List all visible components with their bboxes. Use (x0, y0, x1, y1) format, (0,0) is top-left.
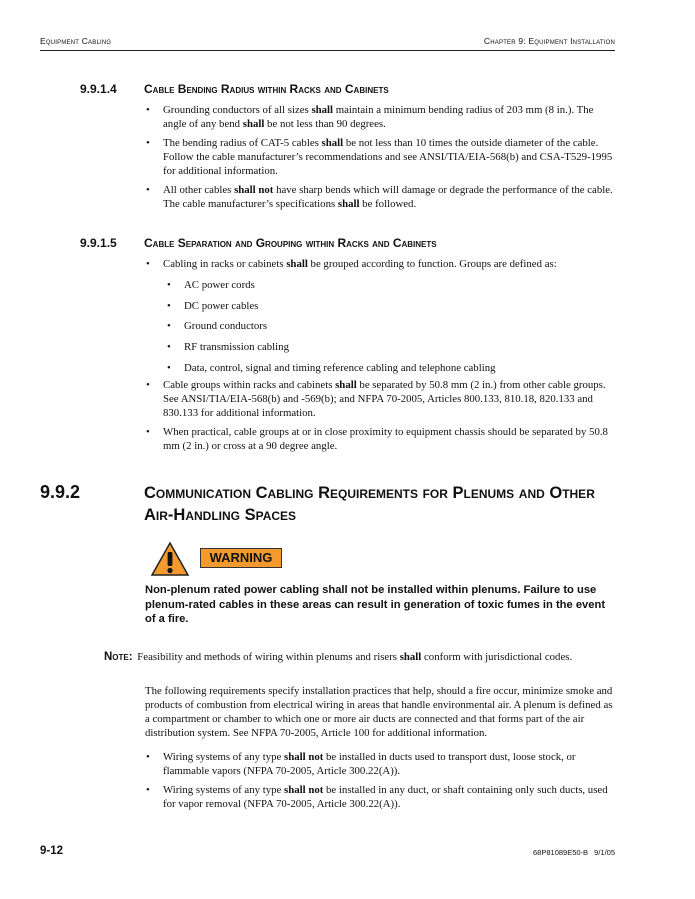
bullet-list-9915 (146, 257, 615, 278)
list-item (146, 183, 615, 211)
emphasis: shall (335, 379, 357, 391)
warning-callout (150, 541, 280, 577)
text-run: Feasibility and methods of wiring within plenums and risers (137, 651, 400, 663)
page-number: 9-12 (40, 845, 64, 857)
document-id: 68P81089E50-B 9/1/05 (533, 848, 615, 857)
section-number: 9.9.2 (40, 482, 81, 502)
emphasis: shall (286, 258, 308, 270)
warning-text: Non-plenum rated power cabling shall not be installed within plenums. Failure to use plenum-rated cables in these areas can result in generation of toxic fumes in the event of a fire. (145, 584, 606, 625)
text-run: maintain a minimum bending radius of 203 mm (8 in.). The angle of any bend (163, 104, 594, 130)
bullet-icon: • (146, 258, 150, 270)
text-run: be not less than 10 times the outside diameter of the cable. Follow the cable manufacturer’s recommendations and see ANSI/TIA/EIA-568(b) and CSA-T529-1995 for additional information. (163, 137, 613, 177)
emphasis: shall (242, 118, 265, 130)
text-run: have sharp bends which will damage or degrade the performance of the cable. The cable manufacturer’s specifications (163, 184, 613, 210)
bullet-icon: • (167, 361, 171, 374)
text-run: DC power cables (184, 299, 259, 312)
list-item (167, 361, 614, 375)
running-header-right: Chapter 9: Equipment Installation (483, 36, 615, 46)
list-item (167, 278, 614, 292)
note (104, 650, 624, 664)
list-item (146, 378, 615, 420)
group-list (167, 278, 614, 375)
header-rule (40, 50, 615, 51)
section-title: Cable Separation and Grouping within Racks and Cabinets (144, 236, 437, 250)
list-item (146, 257, 615, 271)
emphasis: shall not (284, 784, 324, 796)
warning-label: WARNING (200, 548, 282, 568)
text-run: conform with jurisdictional codes. (421, 651, 573, 663)
list-item (167, 340, 614, 354)
text-run: be installed in any duct, or shaft containing only such ducts, used for vapor removal (NFPA 70-2005, Article 300.22(A)). (163, 784, 608, 810)
text-run: The bending radius of CAT-5 cables (163, 137, 322, 149)
text-run: be installed in ducts used to transport dust, loose stock, or flammable vapors (NFPA 70-2005, Article 300.22(A)). (163, 751, 576, 777)
bullet-list-9914 (146, 103, 615, 211)
text-run: All other cables (163, 184, 235, 196)
bullet-icon: • (146, 104, 150, 116)
bullet-icon: • (146, 379, 150, 391)
list-item (146, 425, 615, 453)
list-item (146, 750, 615, 778)
emphasis: shall (337, 198, 360, 210)
text-run: Grounding conductors of all sizes (163, 104, 312, 116)
bullet-icon: • (167, 279, 171, 291)
text-run: be separated by 50.8 mm (2 in.) from other cable groups. See ANSI/TIA/EIA-568(b) and -569(b); and NFPA 70-2005, Articles 800.133, 810.18, 820.133 and 830.133 for additional information. (163, 379, 606, 419)
section-title: Communication Cabling Requirements for Plenums and Other Air-Handling Spaces (144, 484, 595, 524)
section-number: 9.9.1.4 (80, 82, 117, 96)
section-number: 9.9.1.5 (80, 236, 117, 250)
emphasis: shall not (284, 751, 324, 763)
bullet-icon: • (146, 184, 150, 196)
bullet-list-9915-b (146, 378, 615, 453)
text-run: Wiring systems of any type (163, 751, 285, 763)
text-run: Cable groups within racks and cabinets (163, 379, 336, 391)
bullet-icon: • (167, 341, 171, 354)
text-run: Data, control, signal and timing reference cabling and telephone cabling (184, 361, 496, 374)
note-label: Note: (104, 651, 133, 663)
bullet-icon: • (167, 320, 171, 333)
bullet-icon: • (146, 426, 150, 438)
body-paragraph: The following requirements specify installation practices that help, should a fire occur, minimize smoke and products of combustion from electrical wiring in areas that handle environmental air. A plenum is defined as a compartment or chamber to which one or more air ducts are connected and that forms part of the air distribution system. See NFPA 70-2005, Article 100 for additional information. (145, 685, 613, 739)
text-run: Ground conductors (184, 320, 268, 333)
text-run: be not less than 90 degrees. (264, 118, 386, 130)
text-run: RF transmission cabling (184, 341, 289, 354)
list-item (146, 136, 615, 178)
text-run: be followed. (359, 198, 417, 210)
text-run: be grouped according to function. Groups are defined as: (307, 258, 557, 270)
running-header-left: Equipment Cabling (40, 36, 112, 46)
text-run: Cabling in racks or cabinets (163, 258, 287, 270)
list-item (146, 783, 615, 811)
text-run: AC power cords (184, 279, 255, 291)
section-title: Cable Bending Radius within Racks and Cabinets (144, 82, 389, 96)
emphasis: shall (399, 651, 422, 663)
bullet-icon: • (146, 784, 150, 796)
list-item (167, 299, 614, 313)
text-run: When practical, cable groups at or in close proximity to equipment chassis should be separated by 50.8 mm (2 in.) or cross at a 90 degree angle. (163, 426, 608, 452)
text-run: Wiring systems of any type (163, 784, 285, 796)
bullet-icon: • (167, 299, 171, 312)
bullet-icon: • (146, 751, 150, 763)
emphasis: shall (311, 104, 334, 116)
bullet-icon: • (146, 137, 150, 149)
emphasis: shall not (234, 184, 274, 196)
warning-triangle-icon (150, 541, 190, 577)
bullet-list-992 (146, 750, 615, 811)
list-item (167, 319, 614, 333)
list-item (146, 103, 615, 131)
emphasis: shall (321, 137, 344, 149)
